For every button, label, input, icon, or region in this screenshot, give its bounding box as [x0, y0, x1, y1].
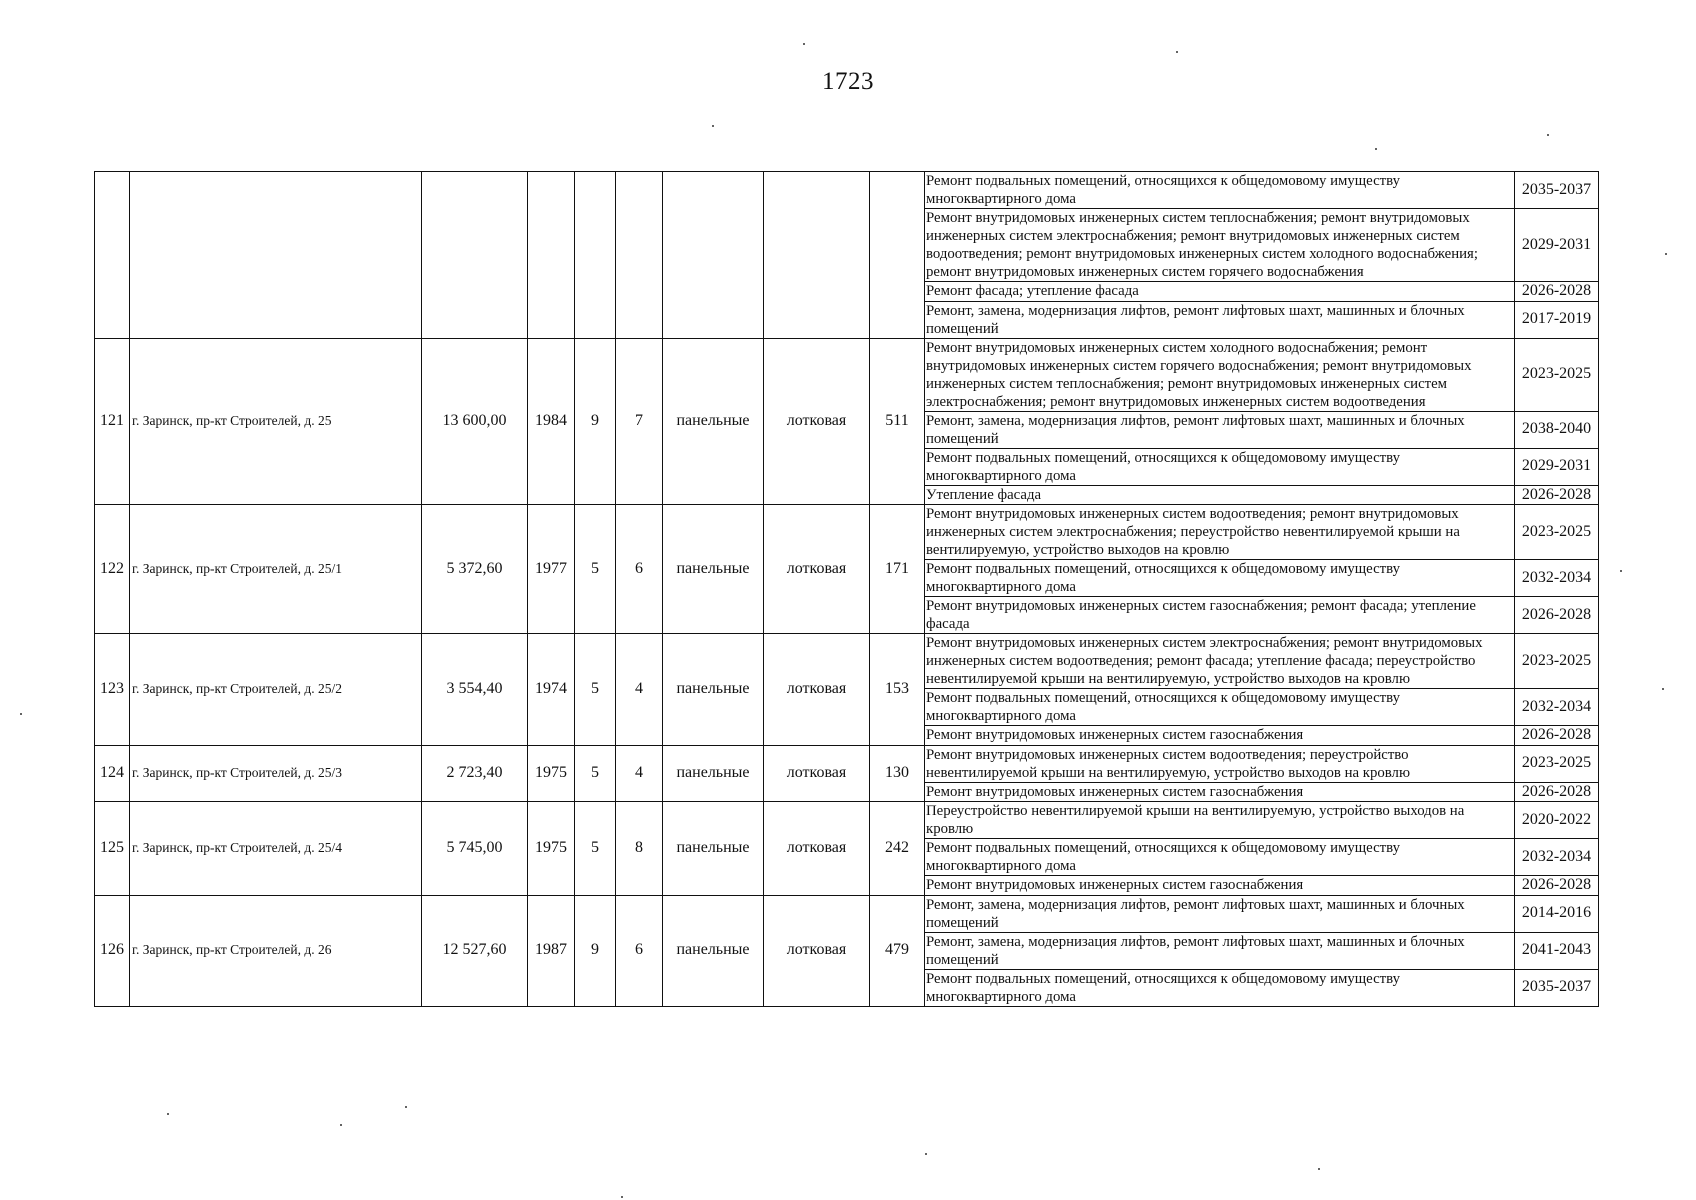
repair-work-description: Ремонт внутридомовых инженерных систем электроснабжения; ремонт внутридомовых инженерных систем водоотведения; ремонт фасада; утепление фасада; переустройство невентилируемой крыши на вентилируемую, устройство выходов на кровлю: [925, 634, 1515, 689]
table-row: [95, 634, 1599, 689]
building-area: 5 372,60: [422, 505, 528, 634]
floor-count: 5: [575, 802, 616, 896]
repair-period: 2032-2034: [1515, 560, 1599, 597]
repair-period: 2026-2028: [1515, 782, 1599, 802]
repair-work-description: Ремонт, замена, модернизация лифтов, ремонт лифтовых шахт, машинных и блочных помещений: [925, 411, 1515, 448]
roof-type: лотковая: [764, 802, 870, 896]
table-row: [95, 172, 1599, 209]
entrance-count: 6: [616, 895, 663, 1006]
repair-work-description: Ремонт подвальных помещений, относящихся к общедомовому имуществу многоквартирного дома: [925, 560, 1515, 597]
repair-work-description: Ремонт, замена, модернизация лифтов, ремонт лифтовых шахт, машинных и блочных помещений: [925, 301, 1515, 338]
repair-period: 2026-2028: [1515, 282, 1599, 302]
row-number: 121: [95, 338, 130, 505]
repair-period: 2032-2034: [1515, 839, 1599, 876]
scan-speck: [712, 125, 714, 127]
scan-speck: [20, 713, 22, 715]
building-area: 5 745,00: [422, 802, 528, 896]
roof-type: лотковая: [764, 895, 870, 1006]
roof-type: лотковая: [764, 505, 870, 634]
repair-period: 2038-2040: [1515, 411, 1599, 448]
entrance-count: [616, 172, 663, 339]
resident-count: 171: [870, 505, 925, 634]
repair-work-description: Утепление фасада: [925, 485, 1515, 505]
repair-period: 2026-2028: [1515, 726, 1599, 746]
table-row: [95, 802, 1599, 839]
wall-material: панельные: [663, 802, 764, 896]
repair-work-description: Ремонт, замена, модернизация лифтов, ремонт лифтовых шахт, машинных и блочных помещений: [925, 932, 1515, 969]
repair-period: 2041-2043: [1515, 932, 1599, 969]
repair-period: 2035-2037: [1515, 969, 1599, 1006]
resident-count: 130: [870, 745, 925, 802]
repair-period: 2014-2016: [1515, 895, 1599, 932]
build-year: 1975: [528, 745, 575, 802]
floor-count: [575, 172, 616, 339]
build-year: [528, 172, 575, 339]
scan-speck: [1547, 134, 1549, 136]
floor-count: 9: [575, 895, 616, 1006]
repair-work-description: Ремонт, замена, модернизация лифтов, ремонт лифтовых шахт, машинных и блочных помещений: [925, 895, 1515, 932]
table-row: [95, 745, 1599, 782]
roof-type: [764, 172, 870, 339]
scan-speck: [1375, 148, 1377, 150]
building-area: [422, 172, 528, 339]
housing-repair-table: [94, 171, 1599, 1007]
row-number: 126: [95, 895, 130, 1006]
entrance-count: 4: [616, 634, 663, 746]
row-number: 123: [95, 634, 130, 746]
repair-work-description: Ремонт внутридомовых инженерных систем газоснабжения: [925, 782, 1515, 802]
floor-count: 5: [575, 634, 616, 746]
table-row: [95, 338, 1599, 411]
building-area: 3 554,40: [422, 634, 528, 746]
scan-speck: [621, 1196, 623, 1198]
floor-count: 5: [575, 745, 616, 802]
building-address: г. Заринск, пр-кт Строителей, д. 25/1: [130, 505, 422, 634]
scan-speck: [803, 43, 805, 45]
table-row: [95, 505, 1599, 560]
repair-work-description: Ремонт внутридомовых инженерных систем водоотведения; ремонт внутридомовых инженерных систем электроснабжения; переустройство невентилируемой крыши на вентилируемую, устройство выходов на кровлю: [925, 505, 1515, 560]
repair-work-description: Ремонт внутридомовых инженерных систем теплоснабжения; ремонт внутридомовых инженерных систем электроснабжения; ремонт внутридомовых инженерных систем водоотведения; ремонт внутридомовых инженерных систем холодного водоснабжения; ремонт внутридомовых инженерных систем горячего водоснабжения: [925, 209, 1515, 282]
wall-material: [663, 172, 764, 339]
row-number: 125: [95, 802, 130, 896]
scan-speck: [925, 1153, 927, 1155]
scan-speck: [1620, 570, 1622, 572]
floor-count: 5: [575, 505, 616, 634]
entrance-count: 8: [616, 802, 663, 896]
repair-period: 2023-2025: [1515, 338, 1599, 411]
scan-speck: [405, 1106, 407, 1108]
wall-material: панельные: [663, 338, 764, 505]
row-number: 122: [95, 505, 130, 634]
repair-period: 2026-2028: [1515, 597, 1599, 634]
repair-period: 2020-2022: [1515, 802, 1599, 839]
repair-period: 2023-2025: [1515, 634, 1599, 689]
build-year: 1987: [528, 895, 575, 1006]
roof-type: лотковая: [764, 634, 870, 746]
wall-material: панельные: [663, 895, 764, 1006]
building-address: [130, 172, 422, 339]
roof-type: лотковая: [764, 745, 870, 802]
resident-count: 242: [870, 802, 925, 896]
wall-material: панельные: [663, 745, 764, 802]
building-area: 13 600,00: [422, 338, 528, 505]
scan-speck: [1662, 688, 1664, 690]
building-address: г. Заринск, пр-кт Строителей, д. 25/3: [130, 745, 422, 802]
repair-work-description: Ремонт внутридомовых инженерных систем газоснабжения; ремонт фасада; утепление фасада: [925, 597, 1515, 634]
page-number: 1723: [822, 68, 874, 95]
scan-speck: [340, 1124, 342, 1126]
building-area: 2 723,40: [422, 745, 528, 802]
repair-period: 2023-2025: [1515, 505, 1599, 560]
repair-period: 2029-2031: [1515, 448, 1599, 485]
repair-period: 2017-2019: [1515, 301, 1599, 338]
wall-material: панельные: [663, 634, 764, 746]
building-address: г. Заринск, пр-кт Строителей, д. 25/4: [130, 802, 422, 896]
repair-work-description: Переустройство невентилируемой крыши на вентилируемую, устройство выходов на кровлю: [925, 802, 1515, 839]
repair-period: 2035-2037: [1515, 172, 1599, 209]
repair-work-description: Ремонт подвальных помещений, относящихся к общедомовому имуществу многоквартирного дома: [925, 969, 1515, 1006]
entrance-count: 4: [616, 745, 663, 802]
row-number: 124: [95, 745, 130, 802]
resident-count: 153: [870, 634, 925, 746]
repair-work-description: Ремонт фасада; утепление фасада: [925, 282, 1515, 302]
scan-speck: [1176, 51, 1178, 53]
building-address: г. Заринск, пр-кт Строителей, д. 25/2: [130, 634, 422, 746]
row-number: [95, 172, 130, 339]
scan-speck: [167, 1113, 169, 1115]
entrance-count: 7: [616, 338, 663, 505]
repair-work-description: Ремонт внутридомовых инженерных систем газоснабжения: [925, 726, 1515, 746]
repair-work-description: Ремонт подвальных помещений, относящихся к общедомовому имуществу многоквартирного дома: [925, 839, 1515, 876]
repair-period: 2032-2034: [1515, 689, 1599, 726]
repair-period: 2029-2031: [1515, 209, 1599, 282]
repair-work-description: Ремонт внутридомовых инженерных систем водоотведения; переустройство невентилируемой крыши на вентилируемую, устройство выходов на кровлю: [925, 745, 1515, 782]
building-address: г. Заринск, пр-кт Строителей, д. 25: [130, 338, 422, 505]
repair-period: 2023-2025: [1515, 745, 1599, 782]
building-area: 12 527,60: [422, 895, 528, 1006]
build-year: 1974: [528, 634, 575, 746]
build-year: 1984: [528, 338, 575, 505]
floor-count: 9: [575, 338, 616, 505]
building-address: г. Заринск, пр-кт Строителей, д. 26: [130, 895, 422, 1006]
build-year: 1977: [528, 505, 575, 634]
repair-work-description: Ремонт внутридомовых инженерных систем холодного водоснабжения; ремонт внутридомовых инженерных систем горячего водоснабжения; ремонт внутридомовых инженерных систем теплоснабжения; ремонт внутридомовых инженерных систем электроснабжения; ремонт внутридомовых инженерных систем водоотведения: [925, 338, 1515, 411]
repair-work-description: Ремонт подвальных помещений, относящихся к общедомовому имуществу многоквартирного дома: [925, 172, 1515, 209]
table-row: [95, 895, 1599, 932]
repair-work-description: Ремонт подвальных помещений, относящихся к общедомовому имуществу многоквартирного дома: [925, 689, 1515, 726]
scan-speck: [1665, 253, 1667, 255]
resident-count: 479: [870, 895, 925, 1006]
roof-type: лотковая: [764, 338, 870, 505]
resident-count: 511: [870, 338, 925, 505]
resident-count: [870, 172, 925, 339]
wall-material: панельные: [663, 505, 764, 634]
repair-period: 2026-2028: [1515, 876, 1599, 896]
repair-period: 2026-2028: [1515, 485, 1599, 505]
repair-work-description: Ремонт внутридомовых инженерных систем газоснабжения: [925, 876, 1515, 896]
entrance-count: 6: [616, 505, 663, 634]
build-year: 1975: [528, 802, 575, 896]
scan-speck: [1318, 1168, 1320, 1170]
repair-work-description: Ремонт подвальных помещений, относящихся к общедомовому имуществу многоквартирного дома: [925, 448, 1515, 485]
